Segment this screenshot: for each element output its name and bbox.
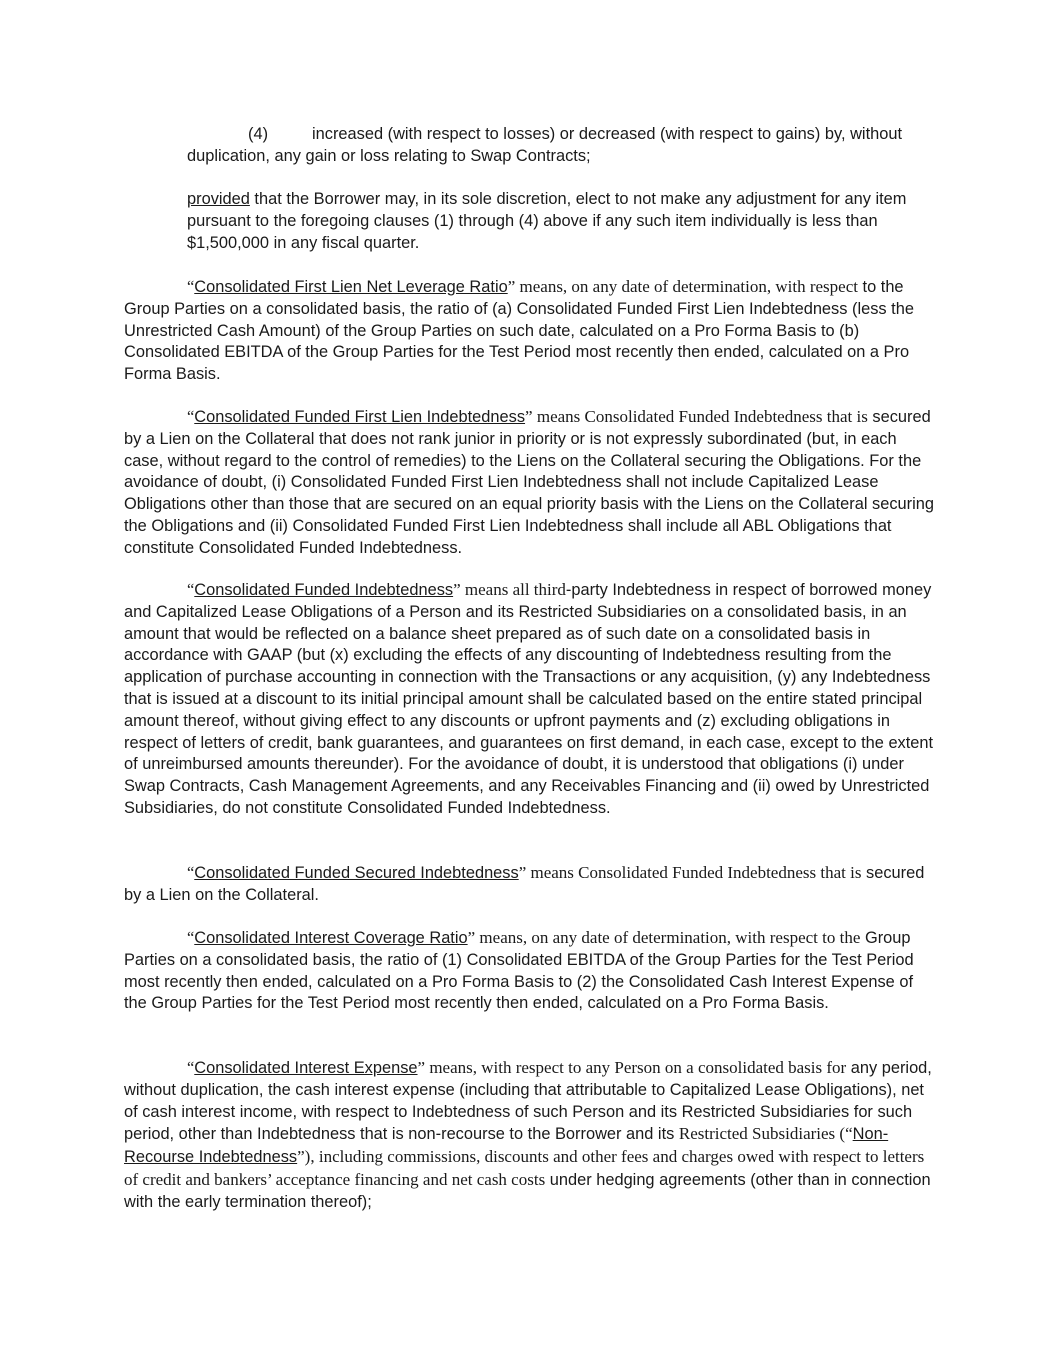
definition-serif-mid: Restricted Subsidiaries (“: [678, 1124, 853, 1144]
definition-first-lien-net-leverage-ratio: [124, 276, 934, 386]
defined-term: Consolidated Interest Expense: [194, 1059, 418, 1077]
definition-serif-after: ”), including commissions, discounts and other fees and charges owed with respect to letters of credit and bankers’ acceptance financing and net cash costs: [124, 1147, 925, 1189]
defined-term: Consolidated Funded Secured Indebtedness: [194, 864, 519, 882]
definition-lead: ” means, on any date of determination, with respect: [507, 277, 858, 296]
open-quote: “: [187, 407, 195, 426]
clause-number: (4): [248, 125, 269, 143]
definition-interest-expense: [124, 1057, 934, 1214]
definition-text-end: under hedging agreements (other than in connection with the early termination thereof);: [124, 1170, 931, 1211]
inner-defined-term: Non-Recourse Indebtedness: [124, 1125, 889, 1167]
proviso-paragraph: [187, 189, 934, 254]
definition-text: secured by a Lien on the Collateral that does not rank junior in priority or is not expressly subordinated (but, in each case, without regard to the control of remedies) to the Liens on the Collateral securing the Obligations. For the avoidance of doubt, (i) Consolidated Funded First Lien Indebtedness shall not include Capitalized Lease Obligations other than those that are secured on an equal priority basis with the Liens on the Collateral securing the Obligations and (ii) Consolidated Funded First Lien Indebtedness shall include all ABL Obligations that constitute Consolidated Funded Indebtedness.: [124, 408, 935, 557]
definition-lead: ” means Consolidated Funded Indebtedness that is: [518, 863, 862, 882]
definition-interest-coverage-ratio: [124, 927, 934, 1015]
proviso-text: that the Borrower may, in its sole discretion, elect to not make any adjustment for any item pursuant to the foregoing clauses (1) through (4) above if any such item individually is less than $1,500,000 in any fiscal quarter.: [187, 190, 907, 252]
open-quote: “: [187, 928, 195, 947]
definition-text: to the Group Parties on a consolidated basis, the ratio of (a) Consolidated Funded First Lien Indebtedness (less the Unrestricted Cash Amount) of the Group Parties on such date, calculated on a Pro Forma Basis to (b) Consolidated EBITDA of the Group Parties for the Test Period most recently then ended, calculated on a Pro Forma Basis.: [124, 278, 914, 384]
definition-funded-secured-indebtedness: [124, 862, 934, 907]
open-quote: “: [187, 580, 195, 599]
defined-term: Consolidated Funded Indebtedness: [194, 581, 454, 599]
open-quote: “: [187, 1058, 195, 1077]
definition-lead: ” means Consolidated Funded Indebtedness that is: [525, 407, 868, 426]
proviso-lead: provided: [187, 190, 250, 208]
definition-text: -party Indebtedness in respect of borrowed money and Capitalized Lease Obligations of a Person and its Restricted Subsidiaries on a consolidated basis, in an amount that would be reflected on a balance sheet prepared as of such date on a consolidated basis in accordance with GAAP (but (x) excluding the effects of any discounting of Indebtedness resulting from the application of purchase accounting in connection with the Transactions or any acquisition, (y) any Indebtedness that is issued at a discount to its initial principal amount shall be calculated based on the entire stated principal amount thereof, without giving effect to any discounts or upfront payments and (z) excluding obligations in respect of letters of credit, bank guarantees, and guarantees on first demand, in each case, except to the extent of unreimbursed amounts thereunder). For the avoidance of doubt, it is understood that obligations (i) under Swap Contracts, Cash Management Agreements, and any Receivables Financing and (ii) owed by Unrestricted Subsidiaries, do not constitute Consolidated Funded Indebtedness.: [124, 581, 934, 817]
clause-item-4: [187, 124, 934, 168]
definition-lead: ” means, with respect to any Person on a consolidated basis for: [417, 1058, 847, 1077]
definition-text: any period, without duplication, the cash interest expense (including that attributable to Capitalized Lease Obligations), net of cash interest income, with respect to Indebtedness of such Person and its Restricted Subsidiaries for such period, other than Indebtedness that is non-recourse to the Borrower and its: [124, 1059, 932, 1144]
defined-term: Consolidated First Lien Net Leverage Ratio: [194, 278, 508, 296]
definition-lead: ” means, on any date of determination, with respect to the: [467, 928, 861, 947]
definition-text: Group Parties on a consolidated basis, the ratio of (1) Consolidated EBITDA of the Group Parties for the Test Period most recently then ended, calculated on a Pro Forma Basis to (2) the Consolidated Cash Interest Expense of the Group Parties for the Test Period most recently then ended, calculated on a Pro Forma Basis.: [124, 929, 914, 1013]
definition-text: secured by a Lien on the Collateral.: [124, 864, 925, 904]
definition-lead: ” means all third: [453, 580, 566, 599]
clause-text: increased (with respect to losses) or decreased (with respect to gains) by, without duplication, any gain or loss relating to Swap Contracts;: [187, 125, 903, 165]
open-quote: “: [187, 277, 195, 296]
definition-funded-indebtedness: [124, 579, 934, 820]
open-quote: “: [187, 863, 195, 882]
definition-funded-first-lien-indebtedness: [124, 406, 934, 560]
defined-term: Consolidated Funded First Lien Indebtedness: [194, 408, 526, 426]
defined-term: Consolidated Interest Coverage Ratio: [194, 929, 468, 947]
